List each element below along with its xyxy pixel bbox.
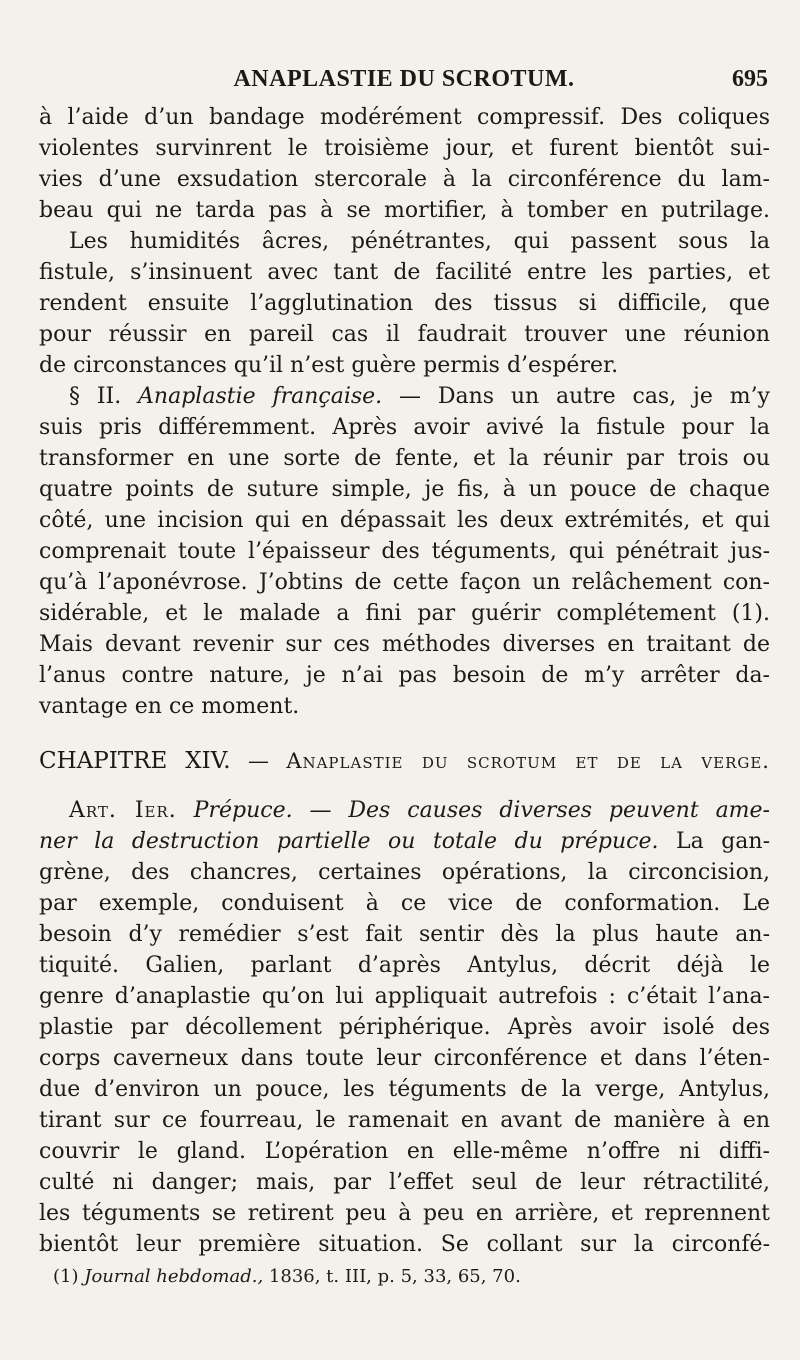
- article-title: Prépuce.: [193, 798, 293, 823]
- footnote-journal: Journal hebdomad.,: [84, 1266, 264, 1287]
- text-line: de circonstances qu’il n’est guère permis d’espérer.: [39, 353, 619, 378]
- section-label: § II.: [69, 384, 122, 409]
- text-line: due d’environ un pouce, les téguments de la verge, Antylus,: [39, 1077, 770, 1102]
- text-line: fistule, s’insinuent avec tant de facilité entre les parties, et: [39, 260, 770, 285]
- text-line: tiquité. Galien, parlant d’après Antylus, décrit déjà le: [39, 953, 770, 978]
- text-line: corps caverneux dans toute leur circonférence et dans l’éten-: [39, 1046, 770, 1071]
- text-line: Mais devant revenir sur ces méthodes diverses en traitant de: [39, 632, 770, 657]
- text-fragment: ner la destruction partielle ou totale du prépuce.: [39, 829, 659, 854]
- running-title: ANAPLASTIE DU SCROTUM.: [233, 66, 575, 92]
- text-line: à l’aide d’un bandage modérément compressif. Des coliques: [39, 105, 770, 130]
- text-line: l’anus contre nature, je n’ai pas besoin de m’y arrêter da-: [39, 663, 770, 688]
- chapter-heading: [39, 746, 770, 777]
- footnote-line: [39, 1262, 770, 1292]
- chapter-heading-line: [39, 746, 770, 777]
- text-line: [39, 826, 770, 857]
- text-line: qu’à l’aponévrose. J’obtins de cette façon un relâchement con-: [39, 570, 770, 595]
- text-line: genre d’anaplastie qu’on lui appliquait autrefois : c’était l’ana-: [39, 984, 770, 1009]
- body-text: [39, 102, 770, 1292]
- article-label: Art. Ier.: [69, 798, 177, 823]
- section-heading-line: [39, 381, 770, 412]
- text-fragment: La gan-: [675, 829, 770, 854]
- text-line: culté ni danger; mais, par l’effet seul de leur rétractilité,: [39, 1170, 770, 1195]
- text-line: grène, des chancres, certaines opérations, la circoncision,: [39, 860, 770, 885]
- text-line: beau qui ne tarda pas à se mortifier, à tomber en putrilage.: [39, 198, 770, 223]
- page-number: 695: [732, 66, 768, 92]
- text-line: les téguments se retirent peu à peu en arrière, et reprennent: [39, 1201, 770, 1226]
- footnote: [39, 1262, 770, 1292]
- text-line: besoin d’y remédier s’est fait sentir dès la plus haute an-: [39, 922, 770, 947]
- section-title: Anaplastie française.: [138, 384, 383, 409]
- text-fragment: — Dans un autre cas, je m’y: [399, 384, 770, 409]
- text-line: suis pris différemment. Après avoir avivé la fistule pour la: [39, 415, 770, 440]
- text-line: côté, une incision qui en dépassait les deux extrémités, et qui: [39, 508, 770, 533]
- text-line: transformer en une sorte de fente, et la réunir par trois ou: [39, 446, 770, 471]
- footnote-marker: (1): [53, 1266, 79, 1287]
- text-line: violentes survinrent le troisième jour, et furent bientôt sui-: [39, 136, 770, 161]
- running-head: [40, 66, 768, 100]
- text-line: vantage en ce moment.: [39, 694, 300, 719]
- chapter-title: Anaplastie du scrotum et de la verge.: [286, 749, 770, 773]
- text-fragment: — Des causes diverses peuvent ame-: [309, 798, 770, 823]
- chapter-label: CHAPITRE XIV.: [39, 748, 231, 774]
- text-line: tirant sur ce fourreau, le ramenait en avant de manière à en: [39, 1108, 770, 1133]
- text-line: quatre points de suture simple, je fis, à un pouce de chaque: [39, 477, 770, 502]
- text-line: comprenait toute l’épaisseur des téguments, qui pénétrait jus-: [39, 539, 770, 564]
- text-line: pour réussir en pareil cas il faudrait trouver une réunion: [39, 322, 770, 347]
- text-line: couvrir le gland. L’opération en elle-même n’offre ni diffi-: [39, 1139, 770, 1164]
- article-heading-line: [39, 795, 770, 826]
- text-line: bientôt leur première situation. Se collant sur la circonfé-: [39, 1232, 770, 1257]
- text-line: plastie par décollement périphérique. Après avoir isolé des: [39, 1015, 770, 1040]
- text-line: par exemple, conduisent à ce vice de conformation. Le: [39, 891, 770, 916]
- text-line: rendent ensuite l’agglutination des tissus si difficile, que: [39, 291, 770, 316]
- chapter-dash: —: [247, 749, 269, 773]
- text-line: sidérable, et le malade a fini par guérir complétement (1).: [39, 601, 770, 626]
- text-line: vies d’une exsudation stercorale à la circonférence du lam-: [39, 167, 770, 192]
- footnote-details: 1836, t. III, p. 5, 33, 65, 70.: [268, 1266, 521, 1287]
- text-line: Les humidités âcres, pénétrantes, qui passent sous la: [69, 229, 770, 254]
